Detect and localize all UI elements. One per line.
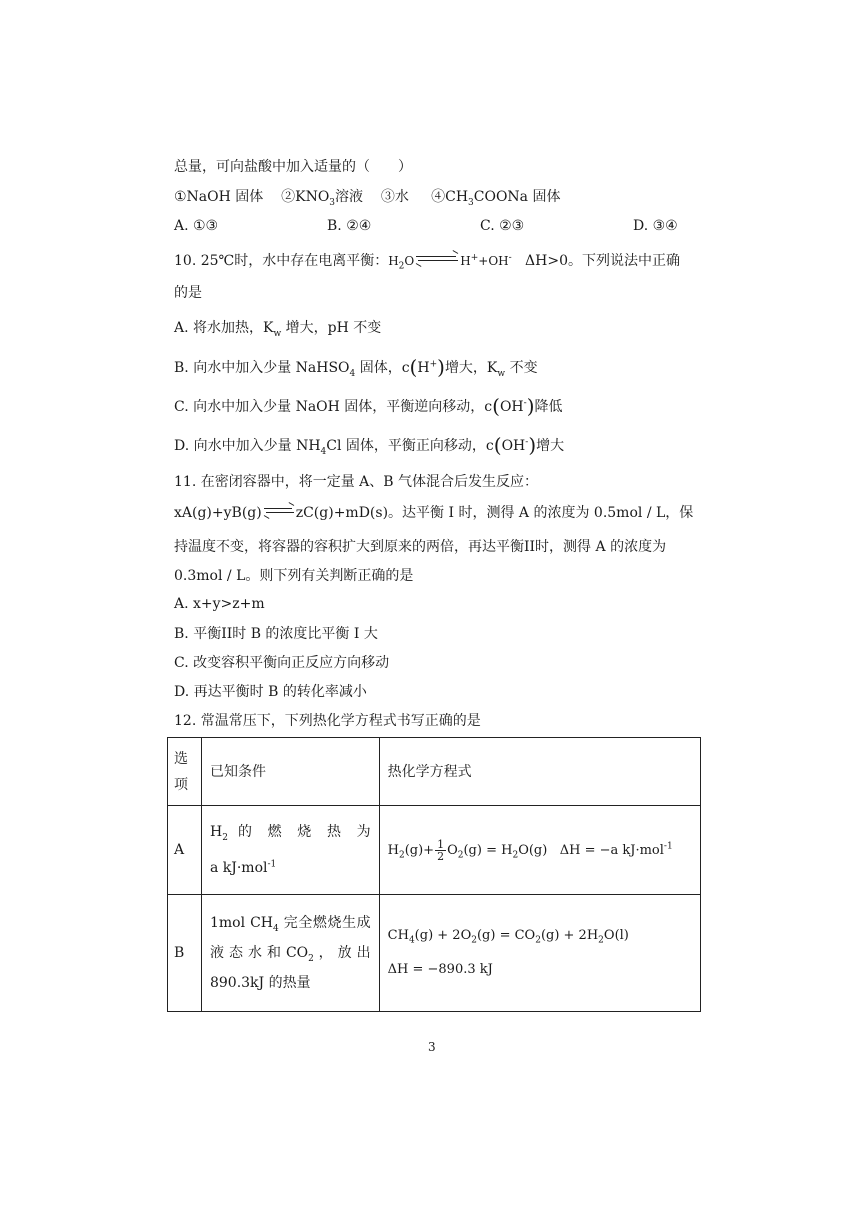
q10-option-c: C. 向水中加入少量 NaOH 固体，平衡逆向移动，c(OH-)降低 bbox=[174, 394, 563, 418]
header-equation: 热化学方程式 bbox=[379, 738, 700, 806]
q11-stem: 11. 在密闭容器中，将一定量 A、B 气体混合后发生反应： bbox=[174, 474, 539, 490]
q11-option-b: B. 平衡II时 B 的浓度比平衡 I 大 bbox=[174, 626, 378, 642]
equilibrium-arrow bbox=[416, 253, 458, 265]
q9-stem-continuation: 总量，可向盐酸中加入适量的（ ） bbox=[174, 159, 412, 175]
row-b-condition: 1mol $CH_4$ 完全燃烧生成 液 态 水 和 $CO_2$ ， 放 出 890.3kJ 的热量 bbox=[201, 895, 379, 1012]
row-a-equation: $H_2(g)+$ $\frac{1}{2}$ $O_2(g) = H_2O(g)$ ΔH = −a kJ·mol$^{-1}$ bbox=[379, 806, 700, 895]
equilibrium-arrow bbox=[264, 505, 294, 517]
header-condition: 已知条件 bbox=[201, 738, 379, 806]
q11-stem-cont: 持温度不变，将容器的容积扩大到原来的两倍，再达平衡II时，测得 A 的浓度为 bbox=[174, 539, 667, 555]
q10-stem-cont: 的是 bbox=[174, 285, 202, 301]
q9-option-d: D. ③④ bbox=[633, 218, 678, 234]
q9-option-c: C. ②③ bbox=[480, 218, 525, 234]
row-a-condition: $H_2$ 的 燃 烧 热 为 a kJ·mol$^{-1}$ bbox=[201, 806, 379, 895]
page-number: 3 bbox=[428, 1040, 436, 1054]
q12-table bbox=[167, 737, 701, 1012]
row-b-label: B bbox=[168, 895, 202, 1012]
q11-option-c: C. 改变容积平衡向正反应方向移动 bbox=[174, 655, 390, 671]
header-option: 选 项 bbox=[168, 738, 202, 806]
table-header-row bbox=[168, 738, 701, 806]
fraction-one-half: $\frac{1}{2}$ bbox=[437, 837, 445, 863]
q11-option-d: D. 再达平衡时 B 的转化率减小 bbox=[174, 684, 367, 700]
row-a-label: A bbox=[168, 806, 202, 895]
table-row-b bbox=[168, 895, 701, 1012]
q12-stem: 12. 常温常压下，下列热化学方程式书写正确的是 bbox=[174, 713, 481, 729]
table-row-a bbox=[168, 806, 701, 895]
q9-option-b: B. ②④ bbox=[327, 218, 372, 234]
q10-stem: 10. 25℃时，水中存在电离平衡：$H_2O$ H++OH- ΔH>0。下列说法中正确 bbox=[174, 251, 680, 271]
q11-equation: xA(g)+yB(g) zC(g)+mD(s)。达平衡 I 时，测得 A 的浓度为 0.5mol / L，保 bbox=[174, 503, 693, 523]
q11-stem-cont2: 0.3mol / L。则下列有关判断正确的是 bbox=[174, 568, 414, 584]
q10-option-a: A. 将水加热，$K_w$ 增大，pH 不变 bbox=[174, 320, 382, 339]
q10-option-d: D. 向水中加入少量 $NH_4Cl$ 固体，平衡正向移动，c(OH-)增大 bbox=[174, 433, 565, 457]
q10-option-b: B. 向水中加入少量 NaHSO$_4$ 固体，c(H+)增大，$K_w$ 不变 bbox=[174, 355, 538, 379]
q9-items: ①NaOH 固体 $②KNO_3$溶液 ③水 $④CH_3COONa$ 固体 bbox=[174, 189, 561, 208]
q9-option-a: A. ①③ bbox=[174, 218, 219, 234]
row-b-equation: $CH_4(g) + 2O_2(g) = CO_2(g) + 2H_2O(l)$ ΔH = −890.3 kJ bbox=[379, 895, 700, 1012]
q11-option-a: A. x+y>z+m bbox=[174, 596, 265, 612]
